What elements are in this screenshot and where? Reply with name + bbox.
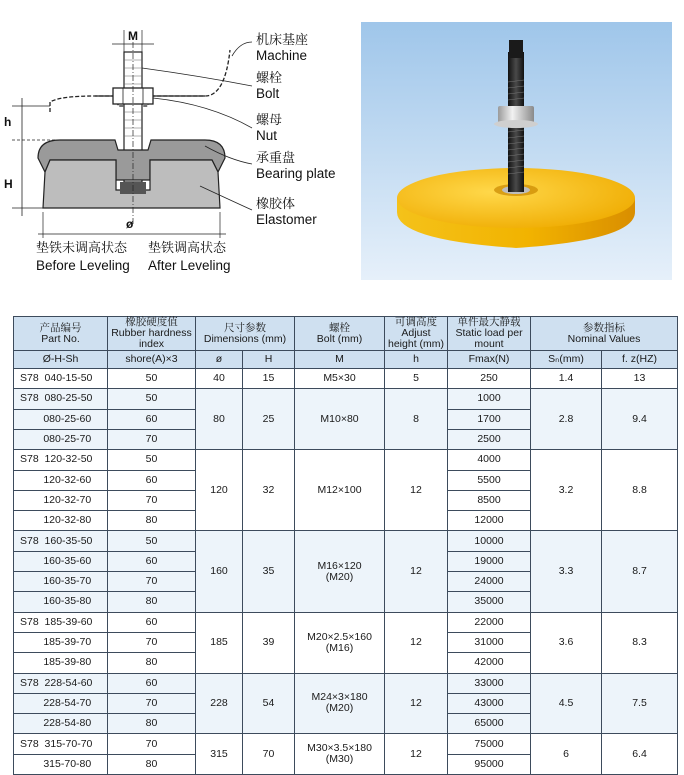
spec-table: [13, 316, 678, 775]
cell-height: 39: [243, 612, 295, 673]
table-row: [14, 450, 678, 470]
cell-adjust-height: 12: [385, 612, 448, 673]
subheader-diameter: ø: [196, 351, 243, 369]
cell-bolt: M12×100: [295, 450, 385, 531]
table-row: [14, 612, 678, 632]
label-nut-en: Nut: [256, 128, 278, 143]
label-elastomer-cn: 橡胶体: [256, 196, 296, 211]
cell-sn: 3.3: [531, 531, 602, 612]
cell-frequency: 13: [602, 369, 678, 389]
spec-table-body: [14, 369, 678, 775]
cell-shore: 80: [108, 754, 196, 774]
cell-part-no: 160-35-70: [14, 572, 108, 592]
cell-shore: 80: [108, 592, 196, 612]
cell-shore: 70: [108, 632, 196, 652]
cell-fmax: 12000: [448, 511, 531, 531]
cell-shore: 70: [108, 429, 196, 449]
cell-fmax: 19000: [448, 551, 531, 571]
cell-part-no: 228-54-70: [14, 693, 108, 713]
leveling-mount-diagram: [0, 0, 345, 280]
cell-adjust-height: 8: [385, 389, 448, 450]
cell-adjust-height: 12: [385, 673, 448, 734]
cell-part-no: S78 185-39-60: [14, 612, 108, 632]
cell-shore: 50: [108, 450, 196, 470]
cell-part-no: 120-32-60: [14, 470, 108, 490]
header-adjust-height: 可调高度 Adjust height (mm): [385, 317, 448, 351]
cell-part-no: S78 228-54-60: [14, 673, 108, 693]
cell-shore: 60: [108, 673, 196, 693]
cell-shore: 50: [108, 389, 196, 409]
cell-part-no: S78 080-25-50: [14, 389, 108, 409]
cell-diameter: 160: [196, 531, 243, 612]
cell-part-no: 228-54-80: [14, 714, 108, 734]
cell-fmax: 24000: [448, 572, 531, 592]
cell-part-no: 080-25-70: [14, 429, 108, 449]
cell-part-no: 160-35-80: [14, 592, 108, 612]
cell-bolt: M16×120 (M20): [295, 531, 385, 612]
dim-h-label: h: [4, 115, 12, 129]
header-bolt: 螺栓 Bolt (mm): [295, 317, 385, 351]
label-nut-cn: 螺母: [256, 112, 283, 127]
cell-shore: 70: [108, 693, 196, 713]
cell-fmax: 43000: [448, 693, 531, 713]
cell-part-no: 160-35-60: [14, 551, 108, 571]
cell-part-no: 185-39-80: [14, 653, 108, 673]
cell-adjust-height: 12: [385, 531, 448, 612]
cell-part-no: 315-70-80: [14, 754, 108, 774]
cell-part-no: S78 120-32-50: [14, 450, 108, 470]
cell-bolt: M30×3.5×180 (M30): [295, 734, 385, 775]
cell-shore: 80: [108, 653, 196, 673]
label-elastomer-en: Elastomer: [256, 212, 317, 227]
cell-diameter: 80: [196, 389, 243, 450]
cell-sn: 6: [531, 734, 602, 775]
subheader-shore: shore(A)×3: [108, 351, 196, 369]
table-row: [14, 389, 678, 409]
cell-shore: 60: [108, 551, 196, 571]
cell-frequency: 7.5: [602, 673, 678, 734]
state-before-en: Before Leveling: [36, 258, 130, 273]
label-bolt-cn: 螺栓: [256, 70, 283, 85]
cell-shore: 60: [108, 470, 196, 490]
cell-bolt: M5×30: [295, 369, 385, 389]
cell-shore: 60: [108, 409, 196, 429]
header-dimensions: 尺寸参数 Dimensions (mm): [196, 317, 295, 351]
cell-shore: 70: [108, 490, 196, 510]
table-row: [14, 673, 678, 693]
cell-fmax: 1000: [448, 389, 531, 409]
header-static-load: 单件最大静载 Static load per mount: [448, 317, 531, 351]
state-before-cn: 垫铁未调高状态: [36, 240, 128, 255]
label-machine-cn: 机床基座: [256, 32, 309, 47]
cell-sn: 4.5: [531, 673, 602, 734]
label-bearing-plate-cn: 承重盘: [256, 150, 296, 165]
cell-fmax: 5500: [448, 470, 531, 490]
header-part-no: 产品编号 Part No.: [14, 317, 108, 351]
cell-shore: 50: [108, 369, 196, 389]
state-after-en: After Leveling: [148, 258, 231, 273]
cell-fmax: 31000: [448, 632, 531, 652]
cell-part-no: S78 160-35-50: [14, 531, 108, 551]
label-bolt-en: Bolt: [256, 86, 280, 101]
table-row: [14, 531, 678, 551]
cell-shore: 80: [108, 511, 196, 531]
cell-bolt: M24×3×180 (M20): [295, 673, 385, 734]
cell-fmax: 75000: [448, 734, 531, 754]
cell-height: 70: [243, 734, 295, 775]
cell-part-no: 185-39-70: [14, 632, 108, 652]
cell-fmax: 4000: [448, 450, 531, 470]
cell-fmax: 65000: [448, 714, 531, 734]
cell-bolt: M10×80: [295, 389, 385, 450]
cell-fmax: 250: [448, 369, 531, 389]
cell-part-no: 080-25-60: [14, 409, 108, 429]
cell-diameter: 185: [196, 612, 243, 673]
cell-sn: 3.2: [531, 450, 602, 531]
cell-adjust-height: 12: [385, 734, 448, 775]
label-machine-en: Machine: [256, 48, 308, 63]
cell-height: 54: [243, 673, 295, 734]
cell-frequency: 8.8: [602, 450, 678, 531]
cell-frequency: 6.4: [602, 734, 678, 775]
subheader-height: H: [243, 351, 295, 369]
dim-diameter-label: ø: [126, 217, 134, 231]
cell-fmax: 33000: [448, 673, 531, 693]
dim-big-h-label: H: [4, 177, 13, 191]
cell-fmax: 1700: [448, 409, 531, 429]
cell-fmax: 8500: [448, 490, 531, 510]
table-row: [14, 734, 678, 754]
cell-fmax: 35000: [448, 592, 531, 612]
cell-height: 15: [243, 369, 295, 389]
cell-sn: 3.6: [531, 612, 602, 673]
cell-frequency: 8.3: [602, 612, 678, 673]
dim-m-label: M: [128, 29, 138, 43]
cell-sn: 2.8: [531, 389, 602, 450]
cell-diameter: 120: [196, 450, 243, 531]
cell-part-no: S78 315-70-70: [14, 734, 108, 754]
cell-part-no: S78 040-15-50: [14, 369, 108, 389]
cell-frequency: 8.7: [602, 531, 678, 612]
cell-sn: 1.4: [531, 369, 602, 389]
cell-diameter: 228: [196, 673, 243, 734]
table-row: [14, 369, 678, 389]
cell-shore: 60: [108, 612, 196, 632]
cell-height: 35: [243, 531, 295, 612]
cell-shore: 50: [108, 531, 196, 551]
cell-height: 25: [243, 389, 295, 450]
cell-frequency: 9.4: [602, 389, 678, 450]
cell-shore: 70: [108, 572, 196, 592]
subheader-bolt: M: [295, 351, 385, 369]
cell-bolt: M20×2.5×160 (M16): [295, 612, 385, 673]
cell-diameter: 40: [196, 369, 243, 389]
cell-shore: 80: [108, 714, 196, 734]
subheader-part: Ø-H-Sh: [14, 351, 108, 369]
cell-part-no: 120-32-80: [14, 511, 108, 531]
product-photo: [361, 22, 672, 280]
subheader-fmax: Fmax(N): [448, 351, 531, 369]
subheader-adjust: h: [385, 351, 448, 369]
cell-height: 32: [243, 450, 295, 531]
cell-adjust-height: 5: [385, 369, 448, 389]
state-after-cn: 垫铁调高状态: [148, 240, 227, 255]
cell-fmax: 22000: [448, 612, 531, 632]
label-bearing-plate-en: Bearing plate: [256, 166, 336, 181]
header-hardness: 橡胶硬度值 Rubber hardness index: [108, 317, 196, 351]
cell-shore: 70: [108, 734, 196, 754]
cell-diameter: 315: [196, 734, 243, 775]
subheader-sn: Sₙ(mm): [531, 351, 602, 369]
cell-adjust-height: 12: [385, 450, 448, 531]
header-nominal-values: 参数指标 Nominal Values: [531, 317, 678, 351]
cell-fmax: 42000: [448, 653, 531, 673]
cell-fmax: 10000: [448, 531, 531, 551]
cell-fmax: 2500: [448, 429, 531, 449]
cell-fmax: 95000: [448, 754, 531, 774]
subheader-frequency: f. z(HZ): [602, 351, 678, 369]
cell-part-no: 120-32-70: [14, 490, 108, 510]
